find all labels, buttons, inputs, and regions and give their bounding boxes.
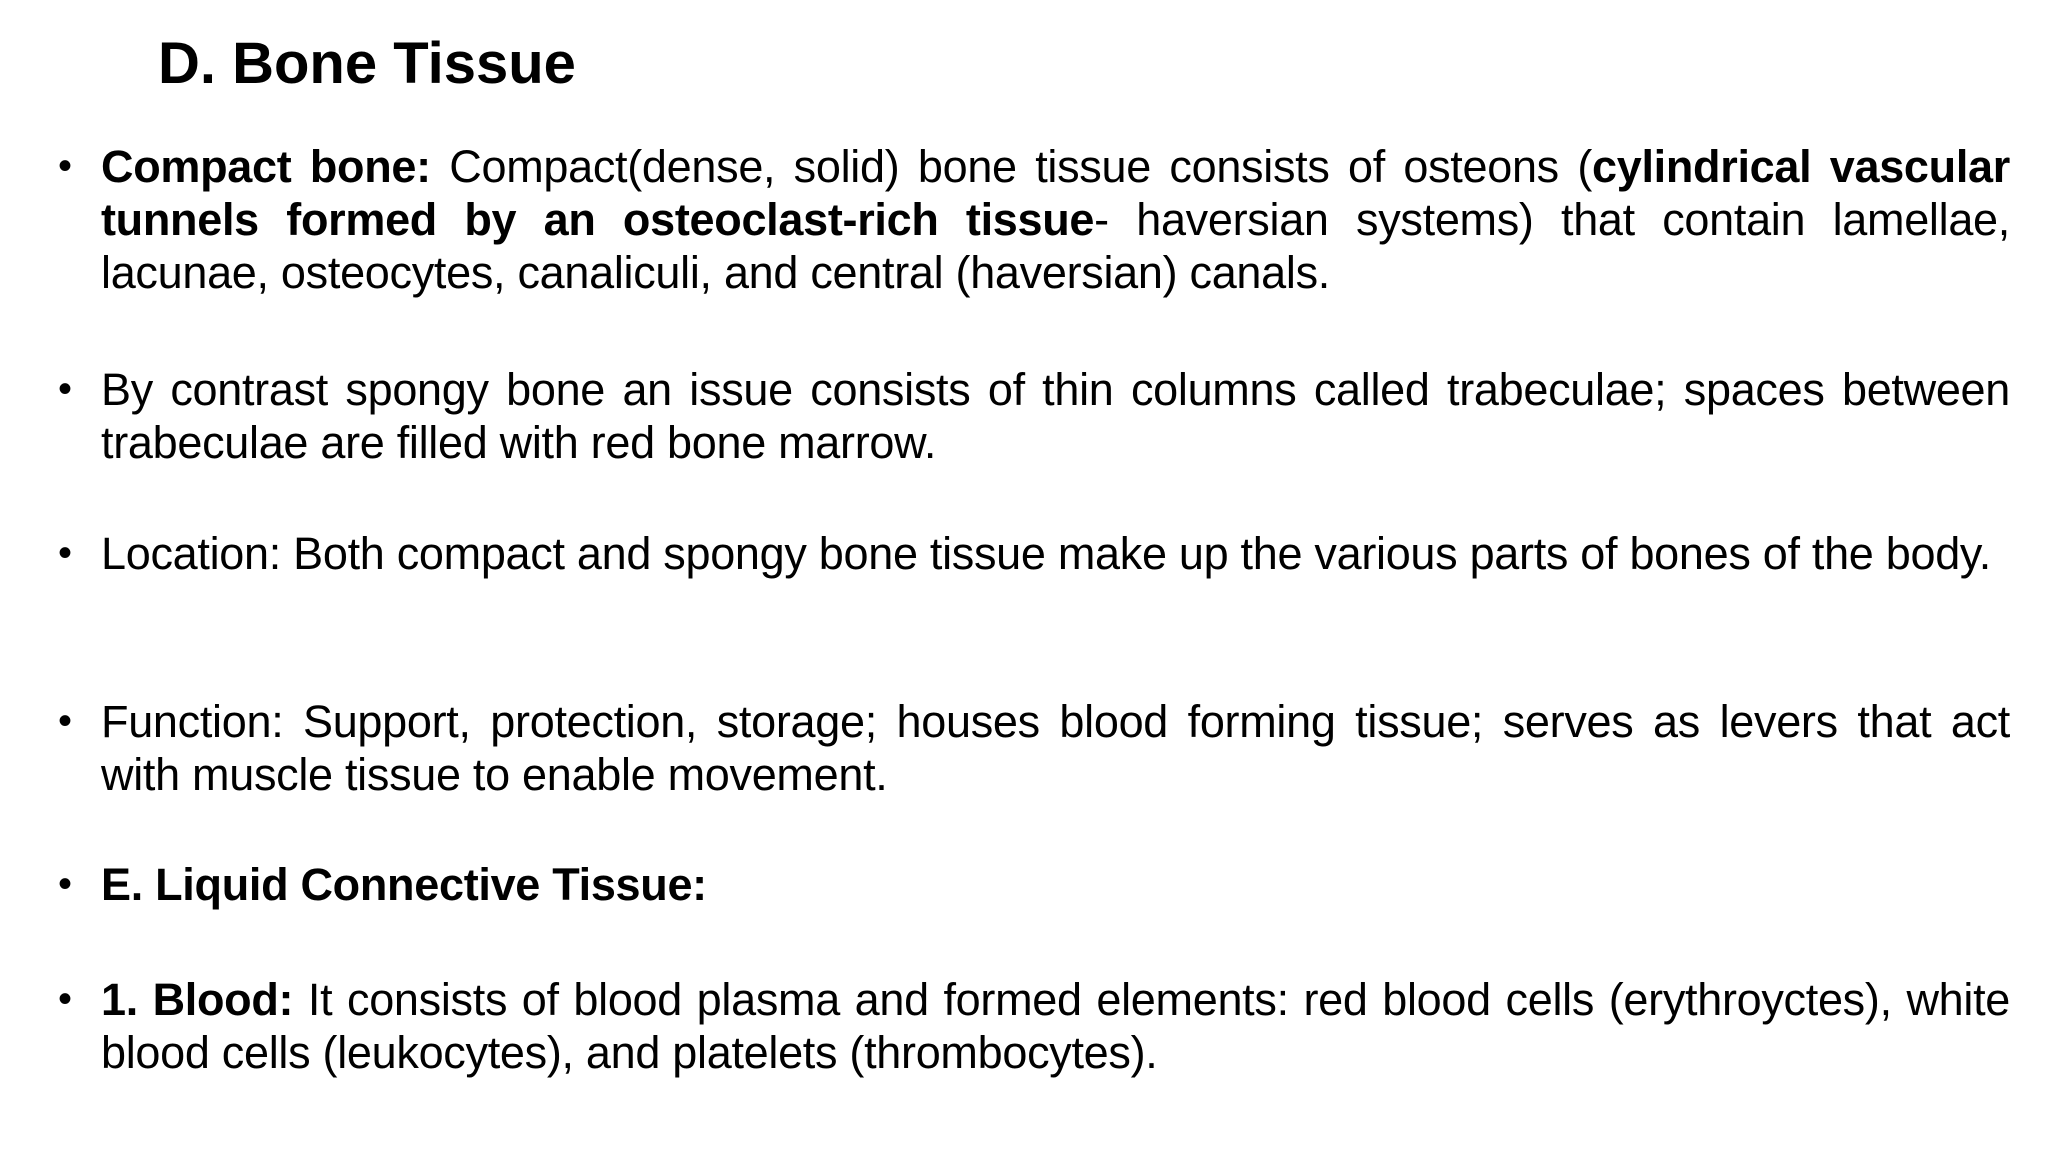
bullet-text — [101, 858, 2010, 911]
bullet-blood — [58, 973, 2010, 1079]
bullet-location — [58, 527, 2010, 580]
bullet-text-segment: Function: Support, protection, storage; houses blood forming tissue; serves as levers that act with muscle tissue to enable movement. — [101, 696, 2010, 800]
bullet-text — [101, 527, 2010, 580]
bullet-icon: • — [58, 367, 72, 411]
bullet-liquid-connective-tissue — [58, 858, 2010, 911]
bullet-text-segment: By contrast spongy bone an issue consists of thin columns called trabeculae; spaces between trabeculae are filled with red bone marrow. — [101, 364, 2010, 468]
bullet-compact-bone — [58, 140, 2010, 299]
bullet-function — [58, 695, 2010, 801]
bullet-text — [101, 695, 2010, 801]
emphasis-osteon-definition: cylindrical vascular tunnels formed by an osteoclast-rich tissue — [101, 141, 2010, 245]
bullet-icon: • — [58, 531, 72, 575]
bullet-icon: • — [58, 144, 72, 188]
bullet-icon: • — [58, 862, 72, 906]
bullet-icon: • — [58, 699, 72, 743]
bullet-spongy-bone — [58, 363, 2010, 469]
bullet-text-segment: It consists of blood plasma and formed elements: red blood cells (erythroyctes), white blood cells (leukocytes), and platelets (thrombocytes). — [101, 974, 2010, 1078]
term-blood: 1. Blood: — [101, 974, 294, 1025]
bullet-text-segment: Compact(dense, solid) bone tissue consists of osteons ( — [430, 141, 1592, 192]
bullet-text-segment: - haversian systems) that contain lamellae, lacunae, osteocytes, canaliculi, and central (haversian) canals. — [101, 194, 2010, 298]
term-compact-bone: Compact bone: — [101, 141, 431, 192]
bullet-text-segment: Location: Both compact and spongy bone tissue make up the various parts of bones of the body. — [101, 528, 1991, 579]
bullet-icon: • — [58, 977, 72, 1021]
bullet-text — [101, 363, 2010, 469]
slide-title: D. Bone Tissue — [158, 31, 576, 96]
bullet-text — [101, 140, 2010, 299]
heading-liquid-connective-tissue: E. Liquid Connective Tissue: — [101, 859, 707, 910]
bullet-text — [101, 973, 2010, 1079]
